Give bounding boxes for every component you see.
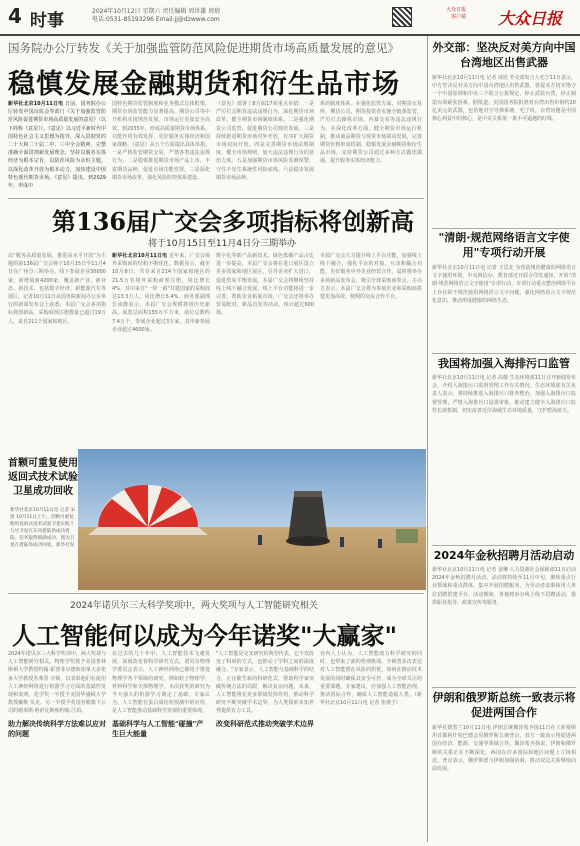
article3-headline: 人工智能何以成为今年诺奖"大赢家" [12, 622, 398, 650]
right-article5-body [432, 724, 576, 842]
right-article1-text: 新华社北京10月11日电 记者 成欣 外交部发言人毛宁11日表示，中方坚决反对美方向中国台湾地区出售武器，敦促美方切实恪守一个中国原则和中美三个联合公报规定，停止武装台湾，停止制造台海紧张因素。据报道，美国国务院批准对台湾出售价值约20亿美元的武器，包括地对空导弹系统。毛宁说，台湾问题是中国核心利益中的核心，是中美关系第一条不可逾越的红线。 [432, 75, 576, 123]
masthead [0, 0, 580, 36]
article1-kicker: 国务院办公厅转发《关于加强监管防范风险促进期货市场高质量发展的意见》 [8, 41, 399, 55]
article3-subhead-b: 基础科学与人工智能"碰撞"产生巨大能量 [112, 719, 204, 738]
right-article4-body [432, 566, 576, 686]
article3-column-1 [8, 650, 106, 842]
right-article2-body [432, 264, 576, 352]
article3-column-2 [112, 650, 210, 842]
article3-subhead-a: 助力解决传统科学方法难以应对的问题 [8, 719, 106, 738]
right-article2-headline: "清朗·规范网络语言文字使用"专项行动开展 [438, 231, 570, 259]
article1-col4-text: 系的制度体系。在强化监管方面，对期货交易所、期货公司、期货投资者实施全链条监管，严厉打击操纵市场、内幕交易等违法违规行为。在深化改革方面，健全期货市场运行机制，推动商品期货与现货市场联动发展，完善期货价格形成机制，稳慎发展金融期货和衍生品市场，支持期货公司通过多种方式做优做强，提升服务实体经济能力。 [320, 101, 422, 165]
right-article4-headline: 2024年金秋招聘月活动启动 [433, 549, 575, 562]
article2-col2-text: 近年来，广交会境外采购商的结构不断优化。数据显示，截至10月8日，共有来自214个国家和地区的21.5万名境外采购商预注册，同比增长4%，其中来自"一带一路"共建国家的采购商达13.3万人，同比增长5.4%。商务部副部长凌激表示，本届广交会规模将创历史新高，展览总面积155万平方米，展位总数约7.4万个，参展企业超过3万家，其中新参展企业超过4600家。 [112, 253, 210, 333]
section-title: 时事 [30, 11, 64, 31]
article2-column-1 [8, 252, 106, 444]
article3-subhead-c: 改变科研范式推动突破学术边界 [216, 719, 314, 728]
article2-col4-text: 本届广交会大力提升线上平台功能，加强线上线下融合，强化平台的对接、互动和撮合功能，更好服务中外企业经贸合作。届时将举办多场新品发布会，吸引全球采购商参会。主办方表示，本届广交会将为参展企业和采购商搭建更加高效、便利的交流合作平台。 [320, 253, 422, 301]
right-article1-body [432, 74, 576, 226]
photo-caption-box [8, 449, 78, 590]
page-number: 4 [8, 4, 22, 28]
right-article2-text: 新华社北京10月11日电 记者 王思北 为营造规范健康的网络语言文字使用环境，中央网信办、教育部近日联合印发通知，开展"清朗·规范网络语言文字使用"专项行动。专项行动重点整治网络平台上存在的不规范使用网络语言文字问题，强化网络语言文字规范化意识，推动形成健康的网络生态。 [432, 265, 576, 304]
right-article1-headline: 外交部：坚决反对美方向中国台湾地区出售武器 [432, 41, 576, 69]
article1-col3-text: 《意见》部署了8方面17项重点举措：一是严厉打击期货违法违规行为，深化期货市场改革，健全期货市场制度体系。二是强化期货公司监管，促进期货公司规范发展。三是持续推进期货市场对外开放，有序扩大期货市场双向开放。四是完善期货市场法规制度，健全市场规则，加大违法违规行为的惩治力度。五是加强期货市场风险监测预警，守住不发生系统性风险底线。六是稳步发展期货市场品种。 [216, 101, 314, 181]
article3-col2-text: 在过去的几十年中，人工智能技术飞速发展，深刻改变着科学研究方式。诺贝尔物理学委员会表示，人工神经网络已被用于推进物理学各个领域的研究，例如粒子物理学、材料科学和天体物理学。本次获奖的研究为今天强大的机器学习奠定了基础。专家认为，人工智能在蛋白质结构预测中的应用，是人工智能推动基础科学发现的重要体现。 [112, 651, 210, 715]
article3-col3-text: "人工智能是交叉研究的典型代表，它不仅改变了科研的方式，也推动了学科之间的深度融合。"专家表示，人工智能与基础科学的结合，正在催生新的科研范式，帮助科学家突破传统方法的局限，解决复杂问题。未来，人工智能将在更多领域发挥作用，推动科学研究不断突破学术边界，为人类探索未知世界提供有力工具。 [216, 651, 314, 715]
article1-column-2 [112, 100, 210, 196]
right-article5-text: 新华社德黑兰10月11日电 伊朗总统佩泽希齐扬11日在土库曼斯坦首都阿什哈巴德会见俄罗斯总统普京，双方一致表示将促进两国在经济、能源、交通等领域合作。佩泽希齐扬说，伊朗和俄罗斯的关系正在不断深化，两国在许多国际和地区问题上立场相近。普京表示，俄罗斯愿与伊朗加强协调，推动双边关系继续向前发展。 [432, 725, 576, 773]
divider [432, 545, 576, 546]
article2-col1-text: 以"服务高质量发展，推进高水平开放"为主题的第136届广交会将于10月15日至11月4日在广州分三期举办。线下参展企业30000家，新增展商4200家，覆盖新产业、新业态、新技术，包括数字经济、新能源汽车等展区。记者10月11日从国务院新闻办公室举行的新闻发布会上获悉，本届广交会多项指标将创新高，采购商预注册数量已超过19万人，来自211个国家和地区。 [8, 253, 106, 325]
article1-col2-text: 国特色期货监管制度和业务模式总体框架，期货市场监管能力显著提高，期货公司等中介机构实现规范发展，市场运行更加安全高效。到2035年，形成高质量期货市场体系，功能作用有效发挥，更好服务实体经济和国家战略。《意见》从五个方面提出具体举措。一是严格监管期货交易，严禁各类违法违规行为。二是稳慎推进期货市场产品上市，丰富期货品种，促进市场功能发挥。三是深化期货市场改革，强化风险防控体系建设。 [112, 101, 210, 181]
satellite-photo-svg [78, 449, 426, 590]
article3-col4-text: 业内人士认为，人工智能助力科学研究的同时，也带来了新的伦理挑战。辛顿曾多次表达对人工智能潜在风险的担忧。如何在推动技术发展的同时确保其安全可控，成为全球关注的重要课题。专家建议，应加强人工智能治理，推动国际合作，确保人工智能造福人类。（新华社北京10月11日电 记者 张漫子） [320, 651, 422, 707]
article3-kicker: 2024年诺贝尔三大科学奖项中，两大奖项与人工智能研究相关 [70, 601, 318, 611]
brand-app-label: 大众日报 客户端 [445, 7, 466, 20]
column-divider [427, 36, 428, 842]
edition-date-editors: 2024年10月12日 星期六 责任编辑 周世雄 周倩 [92, 8, 221, 15]
article2-byline: 新华社北京10月11日电 [112, 253, 168, 259]
right-article4-text: 新华社北京10月11日电 记者 姜琳 人力资源社会保障部11日启动2024年金秋招聘月活动。活动将持续至11月中旬，聚焦重点行业领域和重点群体，集中开展招聘服务，为劳动者求职和用人单位招聘搭建平台。活动期间，各地将举办线上线下招聘活动，提供职业指导、政策宣传等服务。 [432, 567, 576, 606]
newspaper-logo: 大众日报 [497, 9, 562, 28]
article1-column-1 [8, 100, 106, 196]
article1-headline: 稳慎发展金融期货和衍生品市场 [8, 69, 400, 100]
article2-subhead: 将于10月15日至11月4日分三期举办 [148, 239, 297, 249]
divider [8, 198, 424, 199]
right-article3-text: 新华社北京10月11日电 记者 高敬 生态环境部11日召开新闻发布会，介绍入海排污口监督管理工作有关情况。生态环境部有关负责人表示，将持续推进入海排污口排查整治，加强入海排污口监督管理，严格入海排污口设置审批，推动建立健全入海排污口监管长效机制，切实改善近岸海域生态环境质量，守护碧海蓝天。 [432, 375, 576, 414]
right-article5-headline: 伊朗和俄罗斯总统一致表示将促进两国合作 [432, 691, 576, 719]
article2-col3-text: 数字化等新产品新技术，绿色低碳产品占比进一步提高。本届广交会将在进口展区设立更多国家和地区展区，引导企业扩大进口，促进贸易平衡发展。本届广交会将继续坚持线上线下融合发展，线上平台功能将进一步完善，帮助企业拓展市场。广交会还将举办贸易配对、新品首发等活动，预计超过600场。 [216, 253, 314, 317]
right-article3-headline: 我国将加强入海排污口监管 [438, 357, 570, 370]
article2-column-3 [216, 252, 314, 444]
photo-title: 首颗可重复使用返回式技术试验卫星成功回收 [8, 458, 78, 497]
desert-ground [78, 527, 426, 590]
article1-byline: 新华社北京10月11日电 [8, 101, 64, 107]
divider [432, 353, 576, 354]
satellite-recovery-photo [78, 449, 426, 590]
article3-col1-text: 2024年诺贝尔三大科学奖项中，两大奖项与人工智能研究相关。物理学奖授予美国普林斯顿大学教授约翰·霍普菲尔德和加拿大多伦多大学教授杰弗里·辛顿，以表彰他们在使用人工神经网络进行机器学习方面的基础性发现和发明。化学奖一半授予美国华盛顿大学教授戴维·贝克，另一半授予英国谷歌旗下公司的德米斯·哈萨比斯和约翰·江珀。 [8, 651, 106, 715]
photo-caption: 新华社北京10月11日电 记者 宋晨 10月11日上午，首颗可重复使用返回式技术试验卫星实践十九号卫星在东风着陆场成功着陆，任务取得圆满成功。图为卫星在着陆场成功回收。新华社发 [10, 508, 76, 548]
edition-meta [92, 8, 220, 24]
article2-column-4 [320, 252, 422, 444]
article1-column-4 [320, 100, 422, 196]
article1-column-3 [216, 100, 314, 196]
article3-column-3 [216, 650, 314, 842]
divider [432, 687, 576, 688]
right-article3-body [432, 374, 576, 544]
divider [8, 593, 424, 594]
qr-code-icon [392, 7, 412, 27]
article2-headline: 第136届广交会多项指标将创新高 [52, 207, 415, 236]
article2-column-2 [112, 252, 210, 444]
divider [432, 228, 576, 229]
edition-contact: 电话:0531-85193296 Email:jj@dzwww.com [92, 16, 220, 23]
article1-col1-text: 日前，国务院办公厅转发中国证监会等部门《关于加强监管防范风险促进期货市场高质量发展的意见》（以下简称《意见》）。《意见》以习近平新时代中国特色社会主义思想为指导，深入贯彻党的二十大和二十届二中、三中全会精神，完整准确全面贯彻新发展理念，坚持以服务实体经济为根本宗旨，以防范风险为永恒主题，以深化改革开放为根本动力，加快建设中国特色现代期货市场。《意见》提出，到2029年，形成中 [8, 101, 106, 190]
article3-column-4 [320, 650, 422, 842]
